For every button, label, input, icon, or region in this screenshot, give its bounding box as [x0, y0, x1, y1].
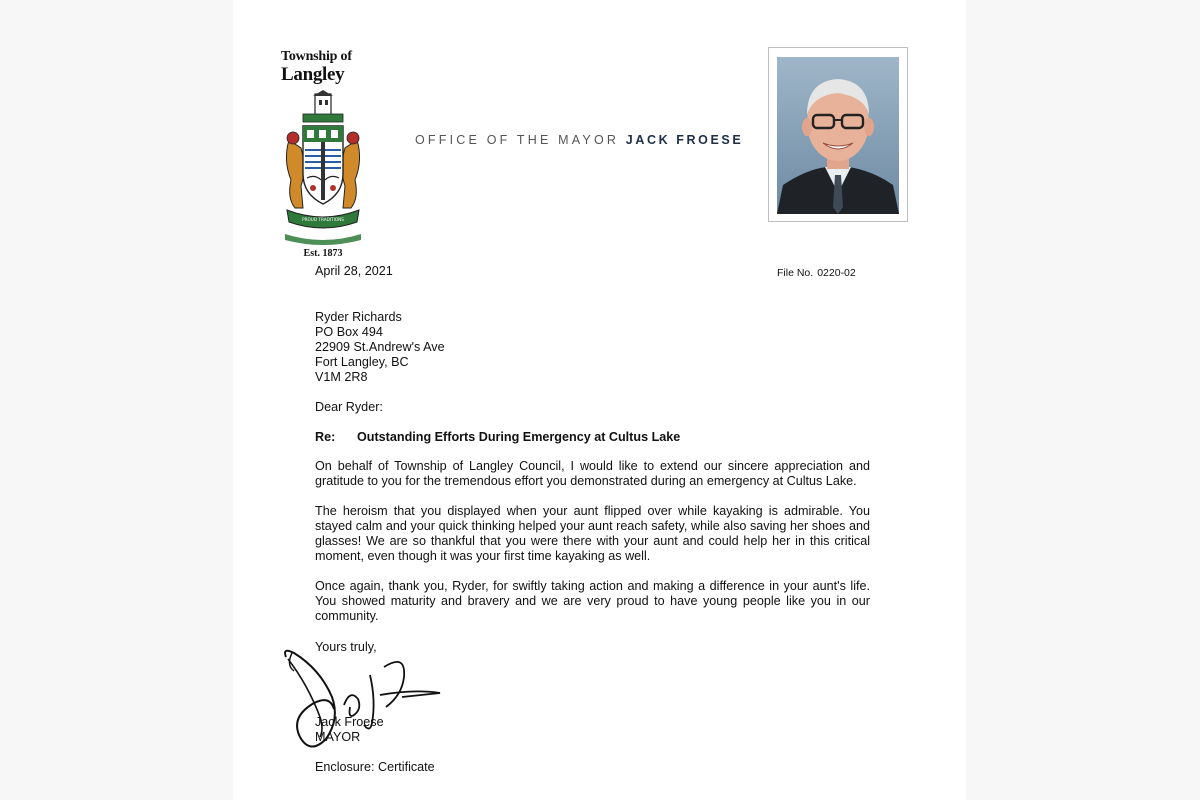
recipient-line: 22909 St.Andrew's Ave	[315, 340, 445, 354]
subject-label: Re:	[315, 430, 336, 444]
township-wordmark-line2: Langley	[281, 64, 345, 85]
established-year: Est. 1873	[303, 248, 343, 259]
letter-date: April 28, 2021	[315, 264, 393, 278]
crest-motto: PROUD TRADITIONS	[302, 217, 344, 222]
township-wordmark-line1: Township of	[281, 49, 352, 64]
recipient-line: PO Box 494	[315, 325, 383, 339]
coat-of-arms-icon	[281, 90, 365, 246]
subject-line	[315, 430, 681, 445]
subject-text: Outstanding Efforts During Emergency at Cultus Lake	[357, 430, 681, 444]
signature-icon	[280, 645, 450, 755]
closing: Yours truly,	[315, 640, 377, 654]
body-paragraph: On behalf of Township of Langley Council, I would like to extend our sincere appreciation and gratitude to you for the tremendous effort you demonstrated during an emergency at Cultus Lake.	[315, 459, 870, 488]
salutation: Dear Ryder:	[315, 400, 383, 414]
body-paragraph: The heroism that you displayed when your aunt flipped over while kayaking is admirable. You stayed calm and your quick thinking helped your aunt reach safety, while also saving her shoes and glasses! We are so thankful that you were there with your aunt and could help her in this critical moment, even though it was your first time kayaking as well.	[315, 504, 870, 563]
signer-name: Jack Froese	[315, 715, 384, 729]
recipient-line: Fort Langley, BC	[315, 355, 409, 369]
enclosure-note: Enclosure: Certificate	[315, 760, 435, 774]
signer-title: MAYOR	[315, 730, 361, 744]
township-logo	[281, 49, 365, 259]
file-number	[777, 266, 856, 281]
file-number-value: 0220-02	[817, 267, 856, 279]
township-wordmark	[281, 50, 365, 84]
office-title	[415, 133, 743, 147]
mayor-portrait-icon	[777, 57, 899, 214]
mayor-name: JACK FROESE	[625, 133, 744, 147]
mayor-photo	[768, 47, 908, 222]
office-prefix: OFFICE OF THE MAYOR	[415, 133, 620, 147]
file-number-label: File No.	[777, 267, 814, 279]
body-paragraph: Once again, thank you, Ryder, for swiftly taking action and making a difference in your aunt's life. You showed maturity and bravery and we are very proud to have young people like you in our community.	[315, 579, 870, 623]
recipient-line: Ryder Richards	[315, 310, 402, 324]
recipient-address	[315, 310, 445, 385]
recipient-line: V1M 2R8	[315, 370, 368, 384]
